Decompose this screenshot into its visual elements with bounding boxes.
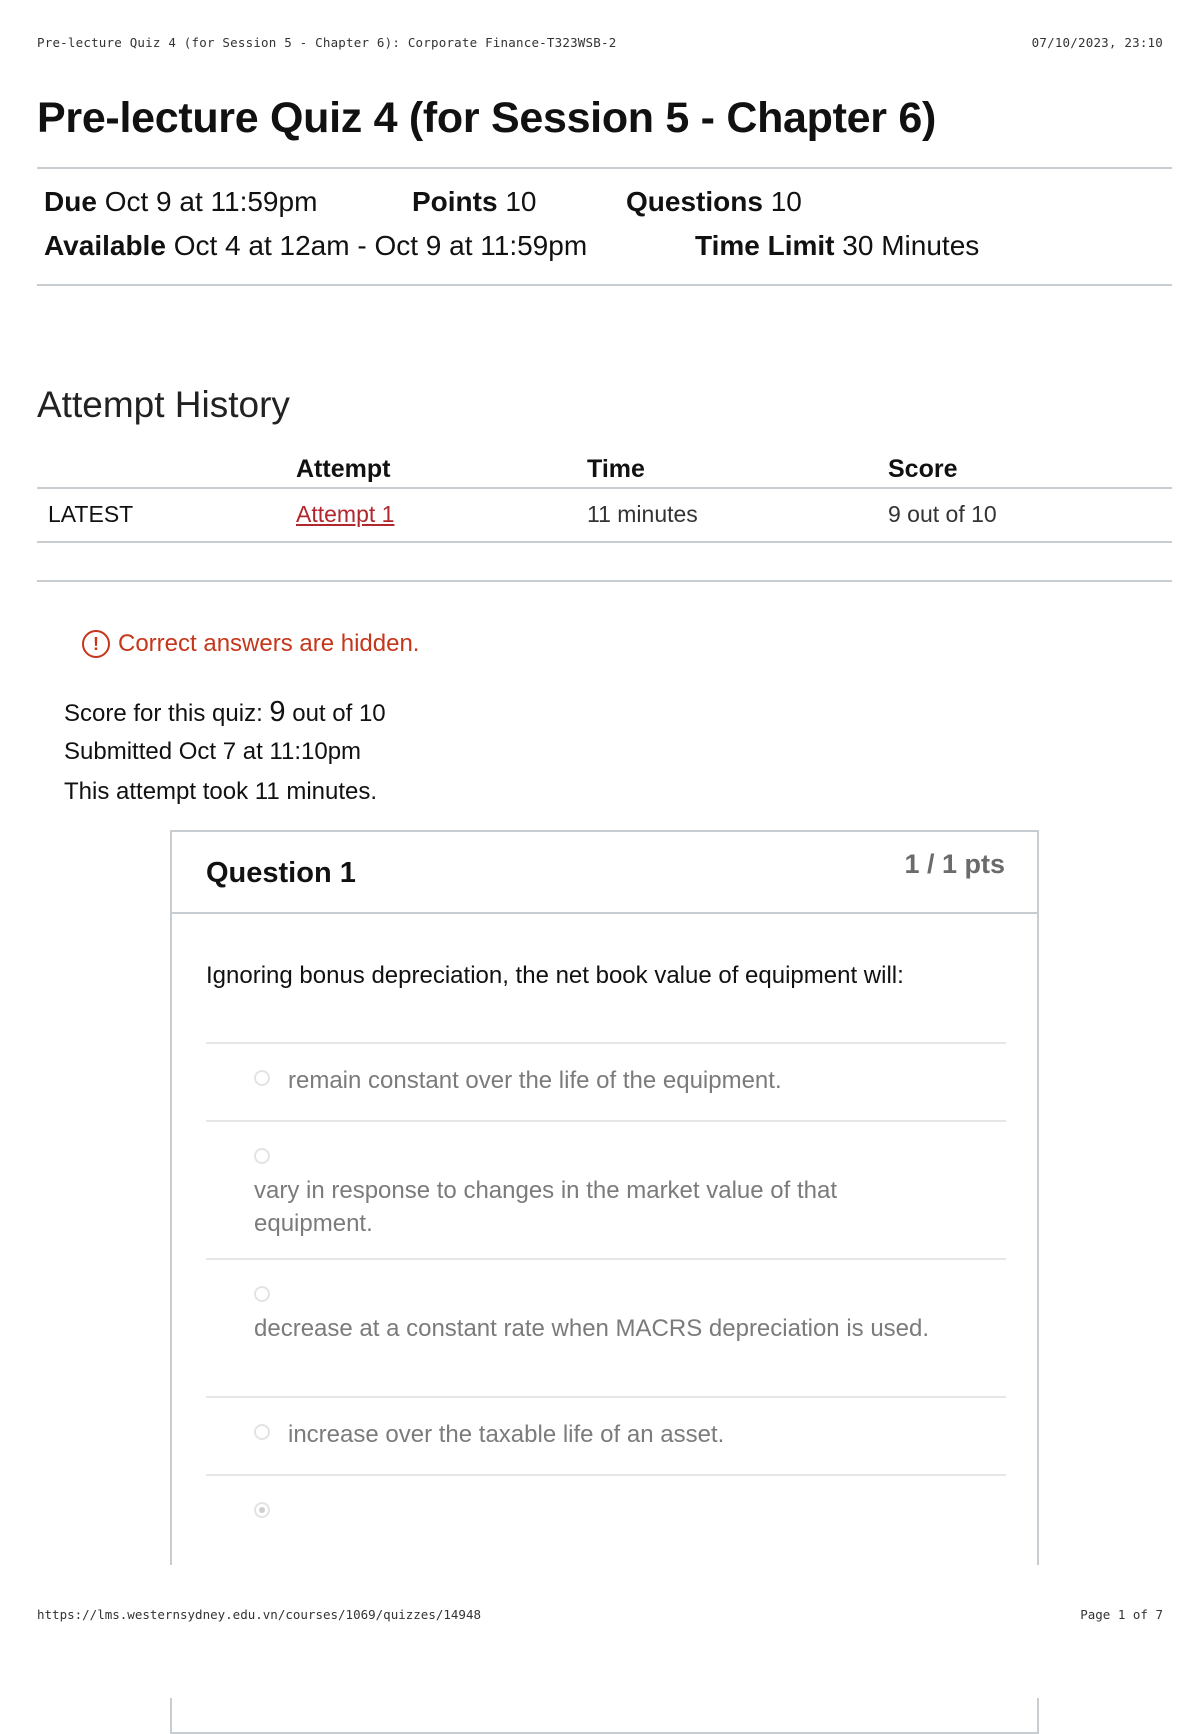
radio-button[interactable] [254, 1070, 270, 1086]
answer-text: vary in response to changes in the market value of that equipment. [254, 1177, 837, 1237]
available-value: Oct 4 at 12am - Oct 9 at 11:59pm [173, 230, 588, 261]
attempt-history-heading: Attempt History [37, 384, 290, 425]
question-header [172, 832, 1037, 914]
time-limit-label: Time Limit [695, 230, 835, 261]
column-header-attempt: Attempt [296, 455, 391, 483]
print-datetime: 07/10/2023, 23:10 [1031, 35, 1163, 50]
questions-info [626, 186, 802, 218]
points-value: 10 [505, 186, 537, 217]
print-header [37, 35, 1163, 55]
radio-button[interactable] [254, 1148, 270, 1164]
attempt-duration: This attempt took 11 minutes. [64, 778, 378, 805]
score-value: 9 [269, 696, 286, 728]
score-prefix: Score for this quiz: [64, 700, 263, 727]
submitted-info: Submitted Oct 7 at 11:10pm [64, 738, 362, 765]
column-header-time: Time [587, 455, 645, 483]
print-footer [37, 1607, 1163, 1627]
answer-option[interactable] [206, 1258, 1006, 1398]
due-value: Oct 9 at 11:59pm [104, 186, 318, 217]
history-divider [37, 580, 1172, 582]
score-summary [64, 696, 386, 729]
answer-text: remain constant over the life of the equipment. [288, 1067, 782, 1094]
print-page-number: Page 1 of 7 [1080, 1607, 1163, 1622]
title-divider [37, 167, 1172, 169]
print-doc-title: Pre-lecture Quiz 4 (for Session 5 - Chapter 6): Corporate Finance-T323WSB-2 [37, 35, 617, 50]
radio-button[interactable] [254, 1286, 270, 1302]
answer-option[interactable] [206, 1120, 1006, 1260]
attempt-status-label: LATEST [48, 501, 134, 527]
answer-option[interactable] [206, 1396, 1006, 1476]
points-label: Points [412, 186, 498, 217]
score-suffix: out of 10 [292, 700, 386, 727]
alert-circle-icon: ! [82, 630, 110, 658]
question-text: Ignoring bonus depreciation, the net book value of equipment will: [206, 962, 904, 989]
table-row [37, 489, 1172, 543]
questions-value: 10 [770, 186, 802, 217]
answer-text: decrease at a constant rate when MACRS depreciation is used. [254, 1315, 930, 1342]
page-title: Pre-lecture Quiz 4 (for Session 5 - Chapter 6) [37, 94, 936, 142]
question-title: Question 1 [206, 857, 356, 889]
time-limit-info [695, 230, 979, 262]
due-label: Due [44, 186, 97, 217]
column-header-score: Score [888, 455, 958, 483]
answer-text: increase over the taxable life of an asset. [288, 1421, 725, 1448]
attempt-history-table [37, 445, 1172, 543]
attempt-link[interactable]: Attempt 1 [296, 501, 395, 527]
points-info [412, 186, 537, 218]
attempt-score: 9 out of 10 [888, 501, 997, 527]
print-url: https://lms.westernsydney.edu.vn/courses/1069/quizzes/14948 [37, 1607, 482, 1622]
due-info [44, 186, 317, 218]
radio-button-selected[interactable] [254, 1502, 270, 1518]
time-limit-value: 30 Minutes [842, 230, 980, 261]
available-label: Available [44, 230, 166, 261]
available-info [44, 230, 587, 262]
notice-text: Correct answers are hidden. [118, 630, 420, 657]
page-bottom-margin [0, 1565, 1200, 1698]
meta-divider [37, 284, 1172, 286]
question-points: 1 / 1 pts [904, 849, 1005, 879]
attempt-time: 11 minutes [587, 501, 698, 527]
answer-option[interactable] [206, 1042, 1006, 1122]
table-header-row [37, 445, 1172, 489]
questions-label: Questions [626, 186, 763, 217]
hidden-answers-notice [82, 630, 419, 658]
radio-button[interactable] [254, 1424, 270, 1440]
